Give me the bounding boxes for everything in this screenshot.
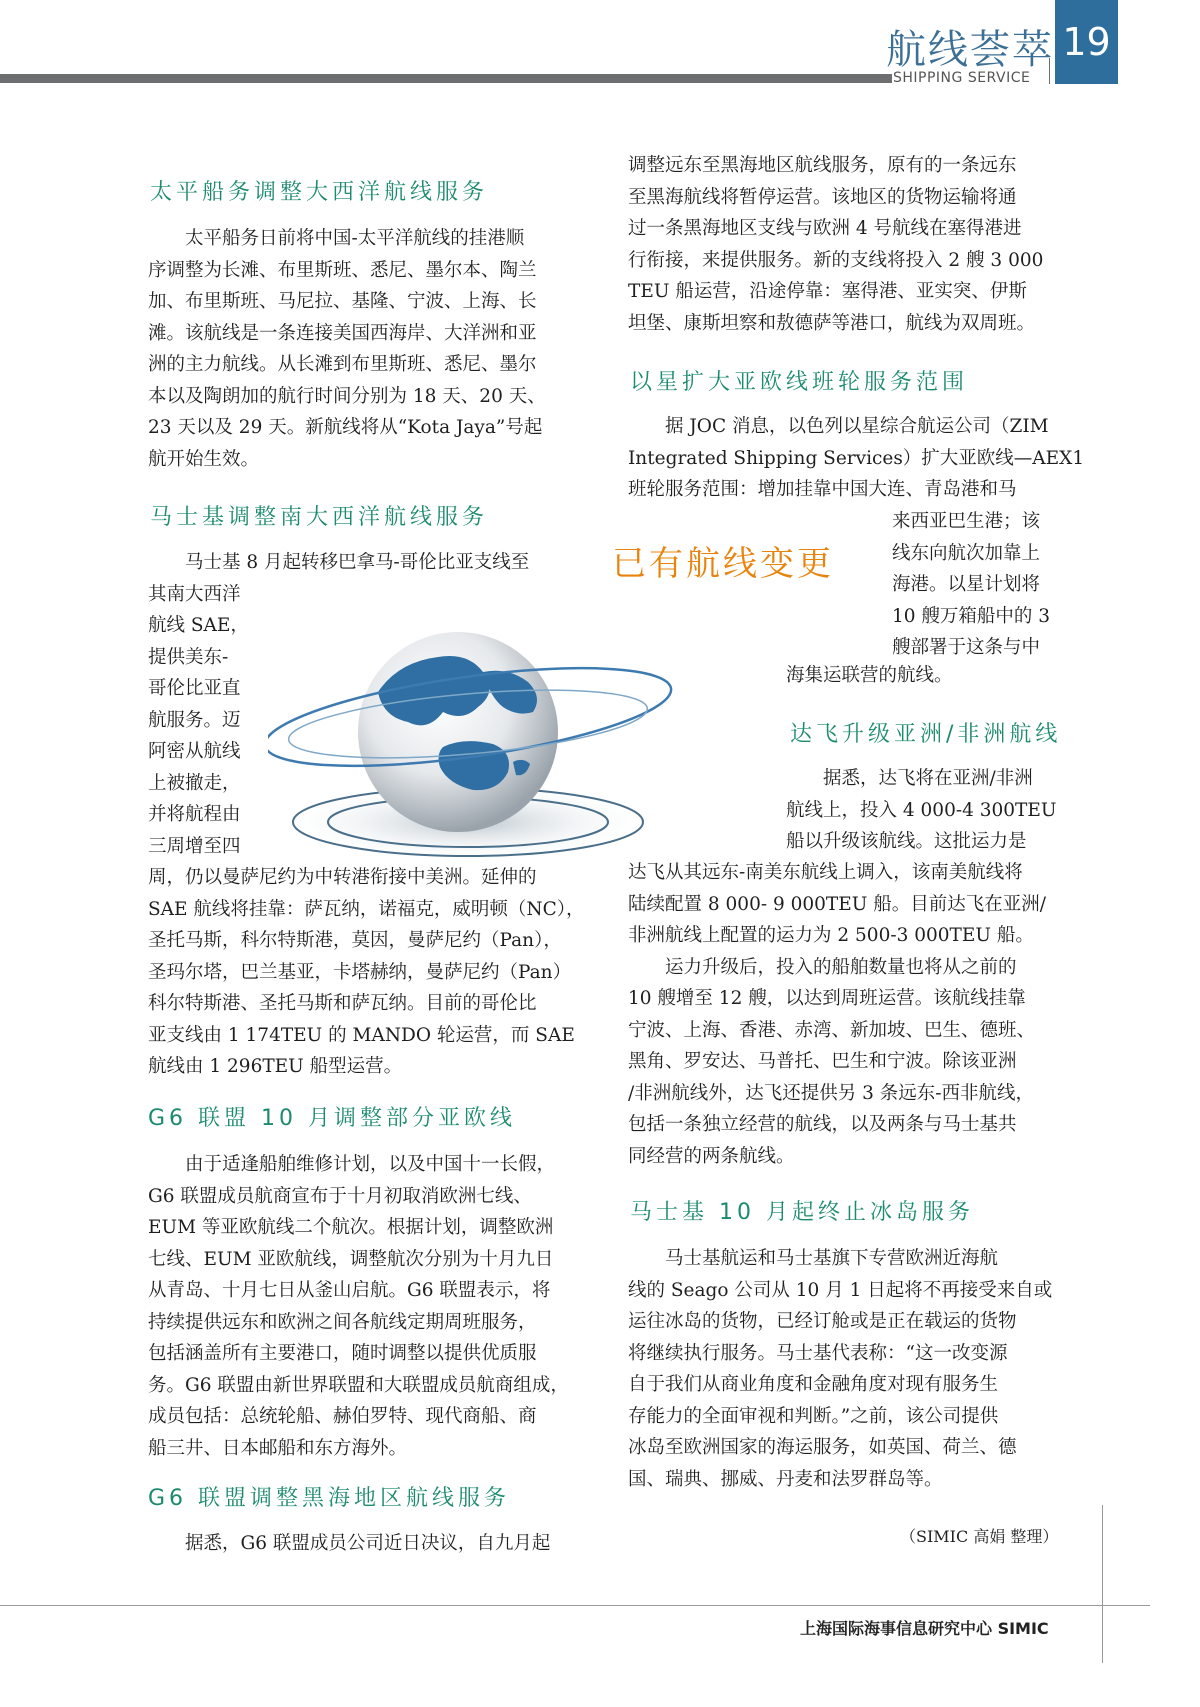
para-pacific: 太平船务日前将中国-太平洋航线的挂港顺 序调整为长滩、布里斯班、悉尼、墨尔本、陶兰 加、布里斯班、马尼拉、基隆、宁波、上海、长 滩。该航线是一条连接美国西海岸、大洋洲和亚 洲的主力航线。从长滩到布里斯班、悉尼、墨尔 本以及陶朗加的航行时间分别为 18 天、20 天、 23 天以及 29 天。新航线将从“Kota Jaya”号起 航开始生效。 bbox=[148, 228, 546, 470]
heading-pacific: 太平船务调整大西洋航线服务 bbox=[150, 180, 489, 205]
footer-rule bbox=[0, 1605, 1150, 1606]
para-zim-end: 海集运联营的航线。 bbox=[786, 665, 953, 686]
globe-illustration bbox=[268, 612, 688, 872]
section-subtitle: SHIPPING SERVICE bbox=[893, 70, 1031, 86]
footer-org: 上海国际海事信息研究中心 SIMIC bbox=[800, 1619, 1049, 1638]
para-cma: 达飞从其远东-南美东航线上调入，该南美航线将 陆续配置 8 000- 9 000TEU 船。目前达飞在亚洲/ 非洲航线上配置的运力为 2 500-3 000TEU 船。 运力升级后，投入的船舶数量也将从之前的 10 艘增至 12 艘，以达到周班运营。该航线挂靠 宁波、上海、香港、赤湾、新加坡、巴生、德班、 黑角、罗安达、马普托、巴生和宁波。除该亚洲 /非洲航线外，达飞还提供另 3 条远东-西非航线， 包括一条独立经营的航线，以及两条与马士基共 同经营的两条航线。 bbox=[628, 862, 1046, 1167]
section-title: 航线荟萃 bbox=[886, 27, 1054, 73]
article-title: 已有航线变更 bbox=[612, 544, 834, 584]
para-zim: 据 JOC 消息，以色列以星综合航运公司（ZIM Integrated Shipping Services）扩大亚欧线—AEX1 班轮服务范围：增加挂靠中国大连、青岛港和马 bbox=[628, 416, 1085, 500]
para-maersk-sa: 马士基 8 月起转移巴拿马-哥伦比亚支线至 其南大西洋 航线 SAE， 提供美东- 哥伦比亚直 航服务。迈 阿密从航线 上被撤走， 并将航程由 三周增至四 周，仍以曼萨尼约为中转港衔接中美洲。延伸的 SAE 航线将挂靠：萨瓦纳，诺福克，威明顿（NC）， 圣托马斯，科尔特斯港，莫因，曼萨尼约（Pan）， 圣玛尔塔，巴兰基亚，卡塔赫纳，曼萨尼约（Pan） 科尔特斯港、圣托马斯和萨瓦纳。目前的哥伦比 亚支线由 1 174TEU 的 MANDO 轮运营，而 SAE 航线由 1 296TEU 船型运营。 bbox=[148, 552, 585, 1077]
footer-vertical-rule bbox=[1102, 1505, 1103, 1663]
heading-maersk-sa: 马士基调整南大西洋航线服务 bbox=[150, 505, 489, 530]
para-g6-black-sea-start: 据悉，G6 联盟成员公司近日决议，自九月起 bbox=[185, 1533, 551, 1554]
heading-cma-cgm: 达飞升级亚洲/非洲航线 bbox=[790, 722, 1062, 747]
heading-g6-black-sea: G6 联盟调整黑海地区航线服务 bbox=[148, 1486, 511, 1511]
credit: （SIMIC 高娟 整理） bbox=[900, 1527, 1059, 1546]
header-bar bbox=[0, 74, 892, 83]
para-g6-black-sea-cont: 调整远东至黑海地区航线服务，原有的一条远东 至黑海航线将暂停运营。该地区的货物运输将通 过一条黑海地区支线与欧洲 4 号航线在塞得港进 行衔接，来提供服务。新的支线将投入 2 艘 3 000 TEU 船运营，沿途停靠：塞得港、亚实突、伊斯 坦堡、康斯坦察和敖德萨等港口，航线为双周班。 bbox=[628, 155, 1044, 334]
heading-maersk-iceland: 马士基 10 月起终止冰岛服务 bbox=[630, 1200, 974, 1225]
heading-zim: 以星扩大亚欧线班轮服务范围 bbox=[630, 370, 969, 395]
para-zim-narrow: 来西亚巴生港；该 线东向航次加靠上 海港。以星计划将 10 艘万箱船中的 3 艘部署于这条与中 bbox=[892, 511, 1051, 658]
heading-g6-asia-europe: G6 联盟 10 月调整部分亚欧线 bbox=[148, 1106, 517, 1131]
para-cma-narrow: 据悉，达飞将在亚洲/非洲 航线上，投入 4 000-4 300TEU 船以升级该航线。这批运力是 bbox=[786, 768, 1057, 852]
page-number: 19 bbox=[1055, 0, 1118, 84]
para-maersk-iceland: 马士基航运和马士基旗下专营欧洲近海航 线的 Seago 公司从 10 月 1 日起将不再接受来自或 运往冰岛的货物，已经订舱或是正在载运的货物 将继续执行服务。马士基代表称：“这一改变源 自于我们从商业角度和金融角度对现有服务生 存能力的全面审视和判断。”之前，该公司提供 冰岛至欧洲国家的海运服务，如英国、荷兰、德 国、瑞典、挪威、丹麦和法罗群岛等。 bbox=[628, 1248, 1053, 1490]
para-g6-asia-europe: 由于适逢船舶维修计划，以及中国十一长假， G6 联盟成员航商宣布于十月初取消欧洲七线、 EUM 等亚欧航线二个航次。根据计划，调整欧洲 七线、EUM 亚欧航线，调整航次分别为十月九日 从青岛、十月七日从釜山启航。G6 联盟表示，将 持续提供远东和欧洲之间各航线定期周班服务， 包括涵盖所有主要港口，随时调整以提供优质服 务。G6 联盟由新世界联盟和大联盟成员航商组成， 成员包括：总统轮船、赫伯罗特、现代商船、商 船三井、日本邮船和东方海外。 bbox=[148, 1154, 569, 1459]
